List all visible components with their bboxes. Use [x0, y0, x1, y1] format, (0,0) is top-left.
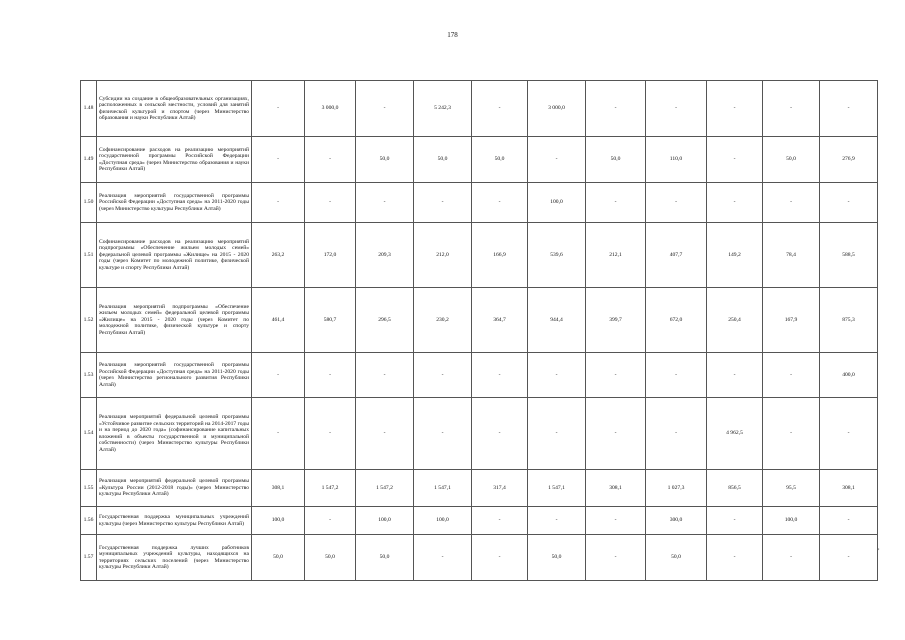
row-value: 149,2 [707, 223, 763, 288]
row-value: 212,0 [414, 223, 472, 288]
row-value: - [586, 183, 646, 223]
margin-mark: , [878, 545, 880, 551]
row-value: - [586, 507, 646, 535]
row-value: - [305, 353, 356, 398]
table-row [81, 507, 878, 535]
row-value: - [305, 137, 356, 183]
row-value: 944,4 [528, 288, 586, 353]
row-description: Реализация мероприятий федеральной целевой программы «Культура России (2012-2018 годы)» (через Министерство культуры Республики Алтай) [97, 470, 252, 507]
row-number: 1.52 [81, 288, 97, 353]
row-value: - [763, 81, 820, 137]
row-value: 100,0 [356, 507, 414, 535]
row-value: 308,1 [586, 470, 646, 507]
row-number: 1.48 [81, 81, 97, 137]
row-value: 212,1 [586, 223, 646, 288]
row-value: - [305, 183, 356, 223]
row-number: 1.54 [81, 398, 97, 470]
table-row [81, 353, 878, 398]
row-value: - [414, 398, 472, 470]
row-value: 50,0 [414, 137, 472, 183]
row-value: 100,0 [763, 507, 820, 535]
row-value: - [586, 81, 646, 137]
row-value: - [356, 353, 414, 398]
row-value: - [763, 183, 820, 223]
row-value: 50,0 [472, 137, 528, 183]
row-description: Субсидии на создание в общеобразовательных организациях, расположенных в сельской местности, условий для занятий физической культурой и спортом (через Министерство образования и науки Республики Алтай) [97, 81, 252, 137]
row-value: 580,7 [305, 288, 356, 353]
row-value: 95,5 [763, 470, 820, 507]
row-number: 1.56 [81, 507, 97, 535]
row-value: 209,3 [356, 223, 414, 288]
row-value: - [305, 398, 356, 470]
row-value: - [252, 398, 305, 470]
row-value: - [586, 535, 646, 581]
row-value: 399,7 [586, 288, 646, 353]
row-value: - [646, 81, 707, 137]
row-value: - [820, 398, 878, 470]
row-value: 1 027,3 [646, 470, 707, 507]
row-value: - [528, 137, 586, 183]
row-value: 5 242,3 [414, 81, 472, 137]
row-value: - [707, 535, 763, 581]
row-value: 300,0 [646, 507, 707, 535]
row-value: 1 547,2 [305, 470, 356, 507]
row-value: - [305, 507, 356, 535]
row-value: - [472, 183, 528, 223]
table-row [81, 81, 878, 137]
row-value: 364,7 [472, 288, 528, 353]
row-description: Софинансирование расходов на реализацию мероприятий государственной программы Российской Федерации «Доступная среда» (через Министерство образования и науки Республики Алтай) [97, 137, 252, 183]
row-value: - [763, 353, 820, 398]
row-value: 50,0 [763, 137, 820, 183]
row-value: 50,0 [646, 535, 707, 581]
row-value: - [528, 507, 586, 535]
row-value: 50,0 [356, 137, 414, 183]
row-value: - [820, 183, 878, 223]
row-value: - [586, 398, 646, 470]
row-value: - [414, 535, 472, 581]
row-value: 461,4 [252, 288, 305, 353]
row-value: 400,0 [820, 353, 878, 398]
row-value: 250,4 [707, 288, 763, 353]
row-value: - [646, 353, 707, 398]
row-value: 167,9 [763, 288, 820, 353]
row-value: 1 547,1 [528, 470, 586, 507]
row-value: - [252, 137, 305, 183]
table-row [81, 288, 878, 353]
row-value: - [707, 353, 763, 398]
row-value: 50,0 [586, 137, 646, 183]
row-value: - [472, 507, 528, 535]
table-row [81, 470, 878, 507]
table-body [81, 81, 878, 581]
row-value: 317,4 [472, 470, 528, 507]
row-value: - [472, 398, 528, 470]
row-value: 50,0 [356, 535, 414, 581]
row-value: - [763, 535, 820, 581]
row-value: 407,7 [646, 223, 707, 288]
row-value: - [528, 398, 586, 470]
row-value: 50,0 [305, 535, 356, 581]
row-value: 856,5 [707, 470, 763, 507]
row-value: 230,2 [414, 288, 472, 353]
row-value: 588,5 [820, 223, 878, 288]
row-value: 172,0 [305, 223, 356, 288]
row-value: - [586, 353, 646, 398]
row-value: 166,9 [472, 223, 528, 288]
row-value: 1 547,1 [414, 470, 472, 507]
row-value: 110,0 [646, 137, 707, 183]
row-value: 539,6 [528, 223, 586, 288]
row-value: 3 000,0 [528, 81, 586, 137]
row-value: 672,0 [646, 288, 707, 353]
row-value: 78,4 [763, 223, 820, 288]
row-value: - [707, 137, 763, 183]
row-value: 50,0 [252, 535, 305, 581]
row-value: - [472, 353, 528, 398]
row-value: - [763, 398, 820, 470]
table-row [81, 183, 878, 223]
row-number: 1.57 [81, 535, 97, 581]
row-description: Государственная поддержка муниципальных учреждений культуры (через Министерство культуры Республики Алтай) [97, 507, 252, 535]
row-description: Реализация мероприятий государственной программы Российской Федерации «Доступная среда» на 2011-2020 годы (через Министерство культуры Республики Алтай) [97, 183, 252, 223]
row-value: 263,2 [252, 223, 305, 288]
row-value: 308,1 [820, 470, 878, 507]
row-value: - [707, 81, 763, 137]
row-value: - [252, 81, 305, 137]
row-value: - [707, 183, 763, 223]
row-value: - [528, 353, 586, 398]
row-value: - [646, 398, 707, 470]
row-value: 3 000,0 [305, 81, 356, 137]
row-value: 1 547,2 [356, 470, 414, 507]
row-value: - [820, 81, 878, 137]
row-value: - [820, 535, 878, 581]
table-row [81, 398, 878, 470]
row-number: 1.49 [81, 137, 97, 183]
table-row [81, 137, 878, 183]
row-value: 875,3 [820, 288, 878, 353]
row-value: - [252, 183, 305, 223]
row-value: - [646, 183, 707, 223]
row-number: 1.51 [81, 223, 97, 288]
table-row [81, 223, 878, 288]
row-value: - [356, 81, 414, 137]
row-number: 1.55 [81, 470, 97, 507]
row-description: Реализация мероприятий государственной программы Российской Федерации «Доступная среда» на 2011-2020 годы (через Министерство регионального развития Республики Алтай) [97, 353, 252, 398]
row-value: 100,0 [252, 507, 305, 535]
page-number: 178 [447, 31, 458, 39]
row-value: - [707, 507, 763, 535]
budget-table [80, 80, 878, 581]
row-number: 1.53 [81, 353, 97, 398]
row-description: Софинансирование расходов на реализацию мероприятий подпрограммы «Обеспечение жильем молодых семей» федеральной целевой программы «Жилище» на 2015 - 2020 годы (через Комитет по молодежной политике, физической культуре и спорту Республики Алтай) [97, 223, 252, 288]
row-value: - [472, 81, 528, 137]
row-description: Реализация мероприятий федеральной целевой программы «Устойчивое развитие сельских территорий на 2014-2017 годы и на период до 2020 года» (софинансирование капитальных вложений в объекты государственной и муниципальной собственности) (через Министерство культуры Республики Алтай) [97, 398, 252, 470]
row-value: - [252, 353, 305, 398]
row-description: Реализация мероприятий подпрограммы «Обеспечение жильем молодых семей» федеральной целевой программы «Жилище» на 2015 - 2020 годы (через Комитет по молодежной политике, физической культуре и спорту Республики Алтай) [97, 288, 252, 353]
row-value: - [820, 507, 878, 535]
row-value: 100,0 [528, 183, 586, 223]
row-value: - [356, 183, 414, 223]
row-description: Государственная поддержка лучших работников муниципальных учреждений культуры, находящихся на территориях сельских поселений (через Министерство культуры Республики Алтай) [97, 535, 252, 581]
row-value: 4 962,5 [707, 398, 763, 470]
row-value: - [356, 398, 414, 470]
row-value: 276,9 [820, 137, 878, 183]
row-value: - [472, 535, 528, 581]
row-value: - [414, 353, 472, 398]
row-number: 1.50 [81, 183, 97, 223]
row-value: 50,0 [528, 535, 586, 581]
table-row [81, 535, 878, 581]
row-value: 308,1 [252, 470, 305, 507]
row-value: 100,0 [414, 507, 472, 535]
row-value: 296,5 [356, 288, 414, 353]
row-value: - [414, 183, 472, 223]
